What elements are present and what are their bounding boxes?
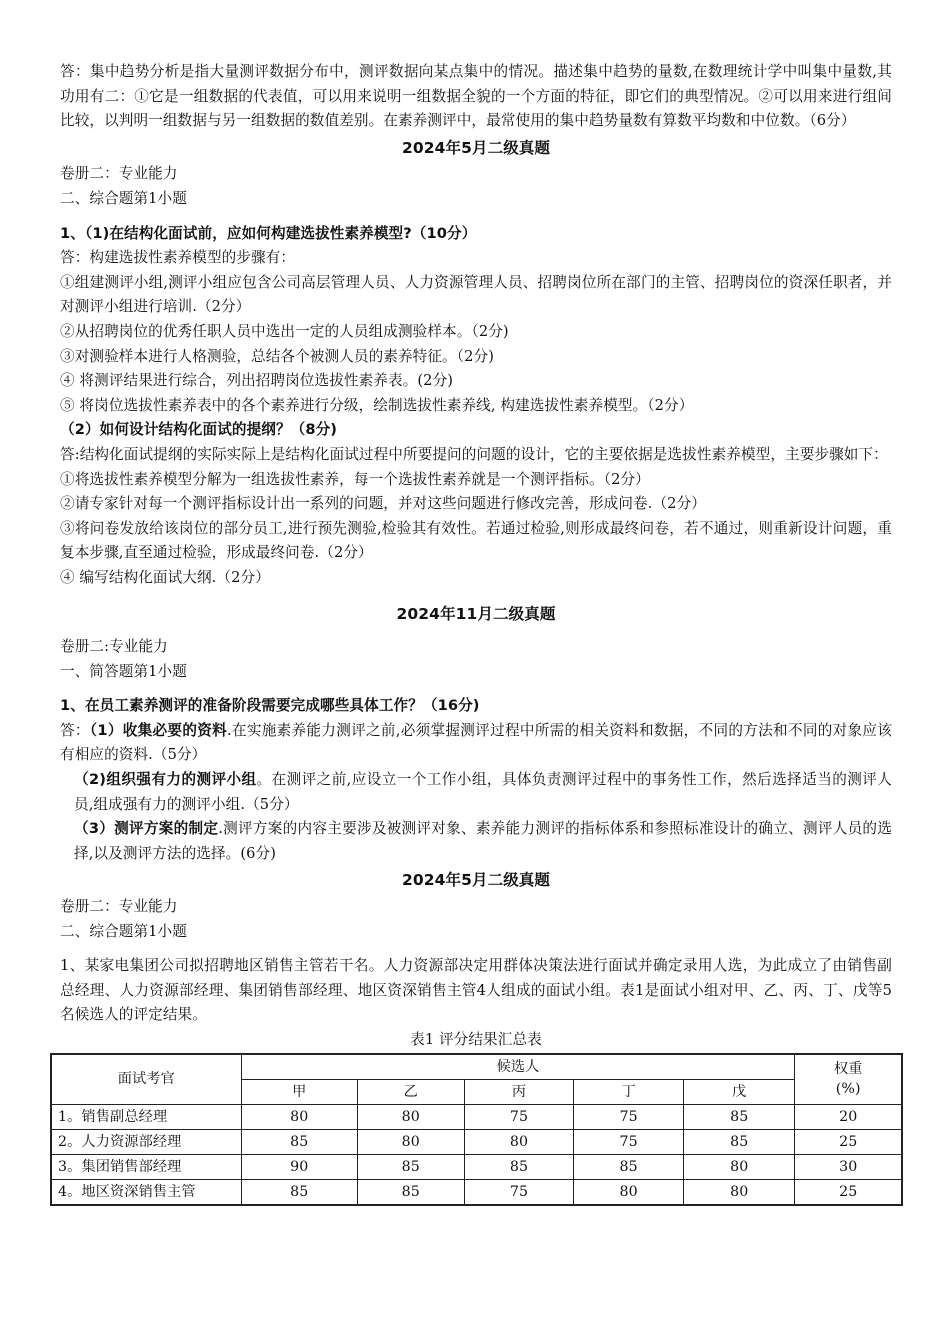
header-candidate: 甲	[241, 1079, 357, 1104]
intro-answer: 答：集中趋势分析是指大量测评数据分布中，测评数据向某点集中的情况。描述集中趋势的量数,在数理统计学中叫集中量数,其功用有二：①它是一组数据的代表值，可以用来说明一组数据全貌的一个方面的特征，即它们的典型情况。②可以用来进行组间比较，以判明一组数据与另一组数据的数值差别。在素养测评中，最常使用的集中趋势量数有算数平均数和中位数。（6分）	[60, 63, 892, 130]
header-weight	[795, 1054, 902, 1105]
section2-volume: 卷册二:专业能力	[60, 638, 168, 656]
cell-examiner: 4。地区资深销售主管	[51, 1179, 241, 1205]
section2-answer-item-3	[60, 817, 892, 866]
answer-prefix: 答：	[60, 721, 90, 739]
cell-score: 85	[357, 1179, 464, 1205]
table-row	[51, 1154, 902, 1179]
cell-score: 80	[683, 1179, 795, 1205]
section1-answer-2-intro: 答:结构化面试提纲的实际实际上是结构化面试过程中所要提问的问题的设计，它的主要依据是选拔性素养模型，主要步骤如下：	[60, 445, 888, 463]
cell-score: 85	[241, 1129, 357, 1154]
header-weight-label: 权重	[833, 1061, 863, 1078]
cell-score: 85	[464, 1154, 574, 1179]
answer-item-lead: （2)组织强有力的测评小组	[74, 771, 257, 789]
cell-score: 85	[574, 1154, 684, 1179]
cell-score: 90	[241, 1154, 357, 1179]
cell-score: 85	[241, 1179, 357, 1205]
cell-examiner: 2。人力资源部经理	[51, 1129, 241, 1154]
answer-item-text: .测评方案的内容主要涉及被测评对象、素养能力测评的指标体系和参照标准设计的确立、测评人员的选择,以及测评方法的选择。(6分)	[74, 820, 892, 862]
section1-answer-1-step: ③对测验样本进行人格测验，总结各个被测人员的素养特征。（2分)	[60, 347, 494, 365]
table-header-row	[51, 1054, 902, 1080]
section1-answer-2-step: ④ 编写结构化面试大纲.（2分）	[60, 568, 270, 586]
table-row	[51, 1179, 902, 1205]
section3-volume: 卷册二：专业能力	[60, 898, 178, 915]
answer-item-lead: （1）收集必要的资料	[89, 721, 227, 739]
cell-score: 75	[464, 1179, 574, 1205]
section3-part: 二、综合题第1小题	[60, 922, 187, 940]
cell-score: 85	[683, 1104, 795, 1129]
section2-title: 2024年11月二级真题	[396, 605, 556, 624]
cell-examiner: 3。集团销售部经理	[51, 1154, 241, 1179]
cell-score: 75	[574, 1104, 684, 1129]
cell-score: 80	[464, 1129, 574, 1154]
section3-title: 2024年5月二级真题	[401, 871, 551, 890]
cell-score: 85	[683, 1129, 795, 1154]
section1-answer-1-step: ①组建测评小组,测评小组应包含公司高层管理人员、人力资源管理人员、招聘岗位所在部门的主管、招聘岗位的资深任职者，并对测评小组进行培训.（2分）	[60, 273, 892, 316]
cell-weight: 25	[795, 1129, 902, 1154]
section1-answer-2-step: ③将问卷发放给该岗位的部分员工,进行预先测验,检验其有效性。若通过检验,则形成最终问卷，若不通过，则重新设计问题，重复本步骤,直至通过检验，形成最终问卷.（2分）	[60, 519, 892, 562]
section1-question-2: （2）如何设计结构化面试的提纲？（8分)	[60, 421, 338, 439]
section1-answer-1-step: ②从招聘岗位的优秀任职人员中选出一定的人员组成测验样本。（2分)	[60, 322, 509, 340]
spacer	[60, 684, 892, 694]
header-candidate: 乙	[357, 1079, 464, 1104]
cell-examiner: 1。销售副总经理	[51, 1104, 241, 1129]
cell-score: 75	[574, 1129, 684, 1154]
section3-question-1: 1、某家电集团公司拟招聘地区销售主管若干名。人力资源部决定用群体决策法进行面试并确定录用人选，为此成立了由销售副总经理、人力资源部经理、集团销售部经理、地区资深销售主管4人组成的面试小组。表1是面试小组对甲、乙、丙、丁、戊等5名候选人的评定结果。	[60, 957, 892, 1024]
section1-answer-1-step: ⑤ 将岗位选拔性素养表中的各个素养进行分级，绘制选拔性素养线, 构建选拔性素养模型。（2分）	[60, 396, 694, 414]
cell-score: 80	[357, 1129, 464, 1154]
score-table	[50, 1053, 903, 1206]
section2-question-1: 1、在员工素养测评的准备阶段需要完成哪些具体工作？（16分)	[60, 697, 480, 715]
section1-part: 二、综合题第1小题	[60, 189, 187, 207]
section1-answer-1-step: ④ 将测评结果进行综合，列出招聘岗位选拔性素养表。(2分)	[60, 372, 454, 390]
cell-score: 80	[574, 1179, 684, 1205]
section2-answer-item-1	[60, 719, 892, 768]
cell-weight: 25	[795, 1179, 902, 1205]
section1-answer-2-step: ①将选拔性素养模型分解为一组选拔性素养，每一个选拔性素养就是一个测评指标。（2分）	[60, 470, 650, 488]
cell-score: 80	[357, 1104, 464, 1129]
table-row	[51, 1104, 902, 1129]
answer-item-text: 。在测评之前,应设立一个工作小组，具体负责测评过程中的事务性工作，然后选择适当的测评人员,组成强有力的测评小组.（5分）	[74, 771, 892, 813]
spacer	[60, 590, 892, 600]
section1-title: 2024年5月二级真题	[401, 138, 551, 157]
spacer	[60, 212, 892, 222]
cell-score: 80	[241, 1104, 357, 1129]
header-candidates: 候选人	[241, 1054, 795, 1080]
section1-question-1: 1、（1)在结构化面试前，应如何构建选拔性素养模型?（10分）	[60, 224, 477, 242]
table-caption: 表1 评分结果汇总表	[410, 1030, 542, 1048]
section1-volume: 卷册二：专业能力	[60, 165, 178, 183]
header-candidate: 丁	[574, 1079, 684, 1104]
cell-score: 75	[464, 1104, 574, 1129]
cell-weight: 30	[795, 1154, 902, 1179]
header-examiner: 面试考官	[51, 1054, 241, 1105]
answer-item-text: .在实施素养能力测评之前,必须掌握测评过程中所需的相关资料和数据，不同的方法和不同的对象应该有相应的资料.（5分）	[60, 721, 892, 764]
header-weight-unit: (%)	[835, 1081, 861, 1098]
cell-score: 85	[357, 1154, 464, 1179]
cell-weight: 20	[795, 1104, 902, 1129]
document-page	[60, 60, 892, 1206]
section1-answer-1-intro: 答：构建选拔性素养模型的步骤有：	[60, 249, 296, 267]
header-candidate: 戊	[683, 1079, 795, 1104]
section1-answer-2-step: ②请专家针对每一个测评指标设计出一系列的问题，并对这些问题进行修改完善，形成问卷.（2分）	[60, 495, 706, 513]
section2-part: 一、简答题第1小题	[60, 662, 187, 680]
table-row	[51, 1129, 902, 1154]
section2-answer-item-2	[60, 768, 892, 817]
cell-score: 80	[683, 1154, 795, 1179]
header-candidate: 丙	[464, 1079, 574, 1104]
spacer	[60, 944, 892, 954]
answer-item-lead: （3）测评方案的制定	[74, 820, 219, 838]
